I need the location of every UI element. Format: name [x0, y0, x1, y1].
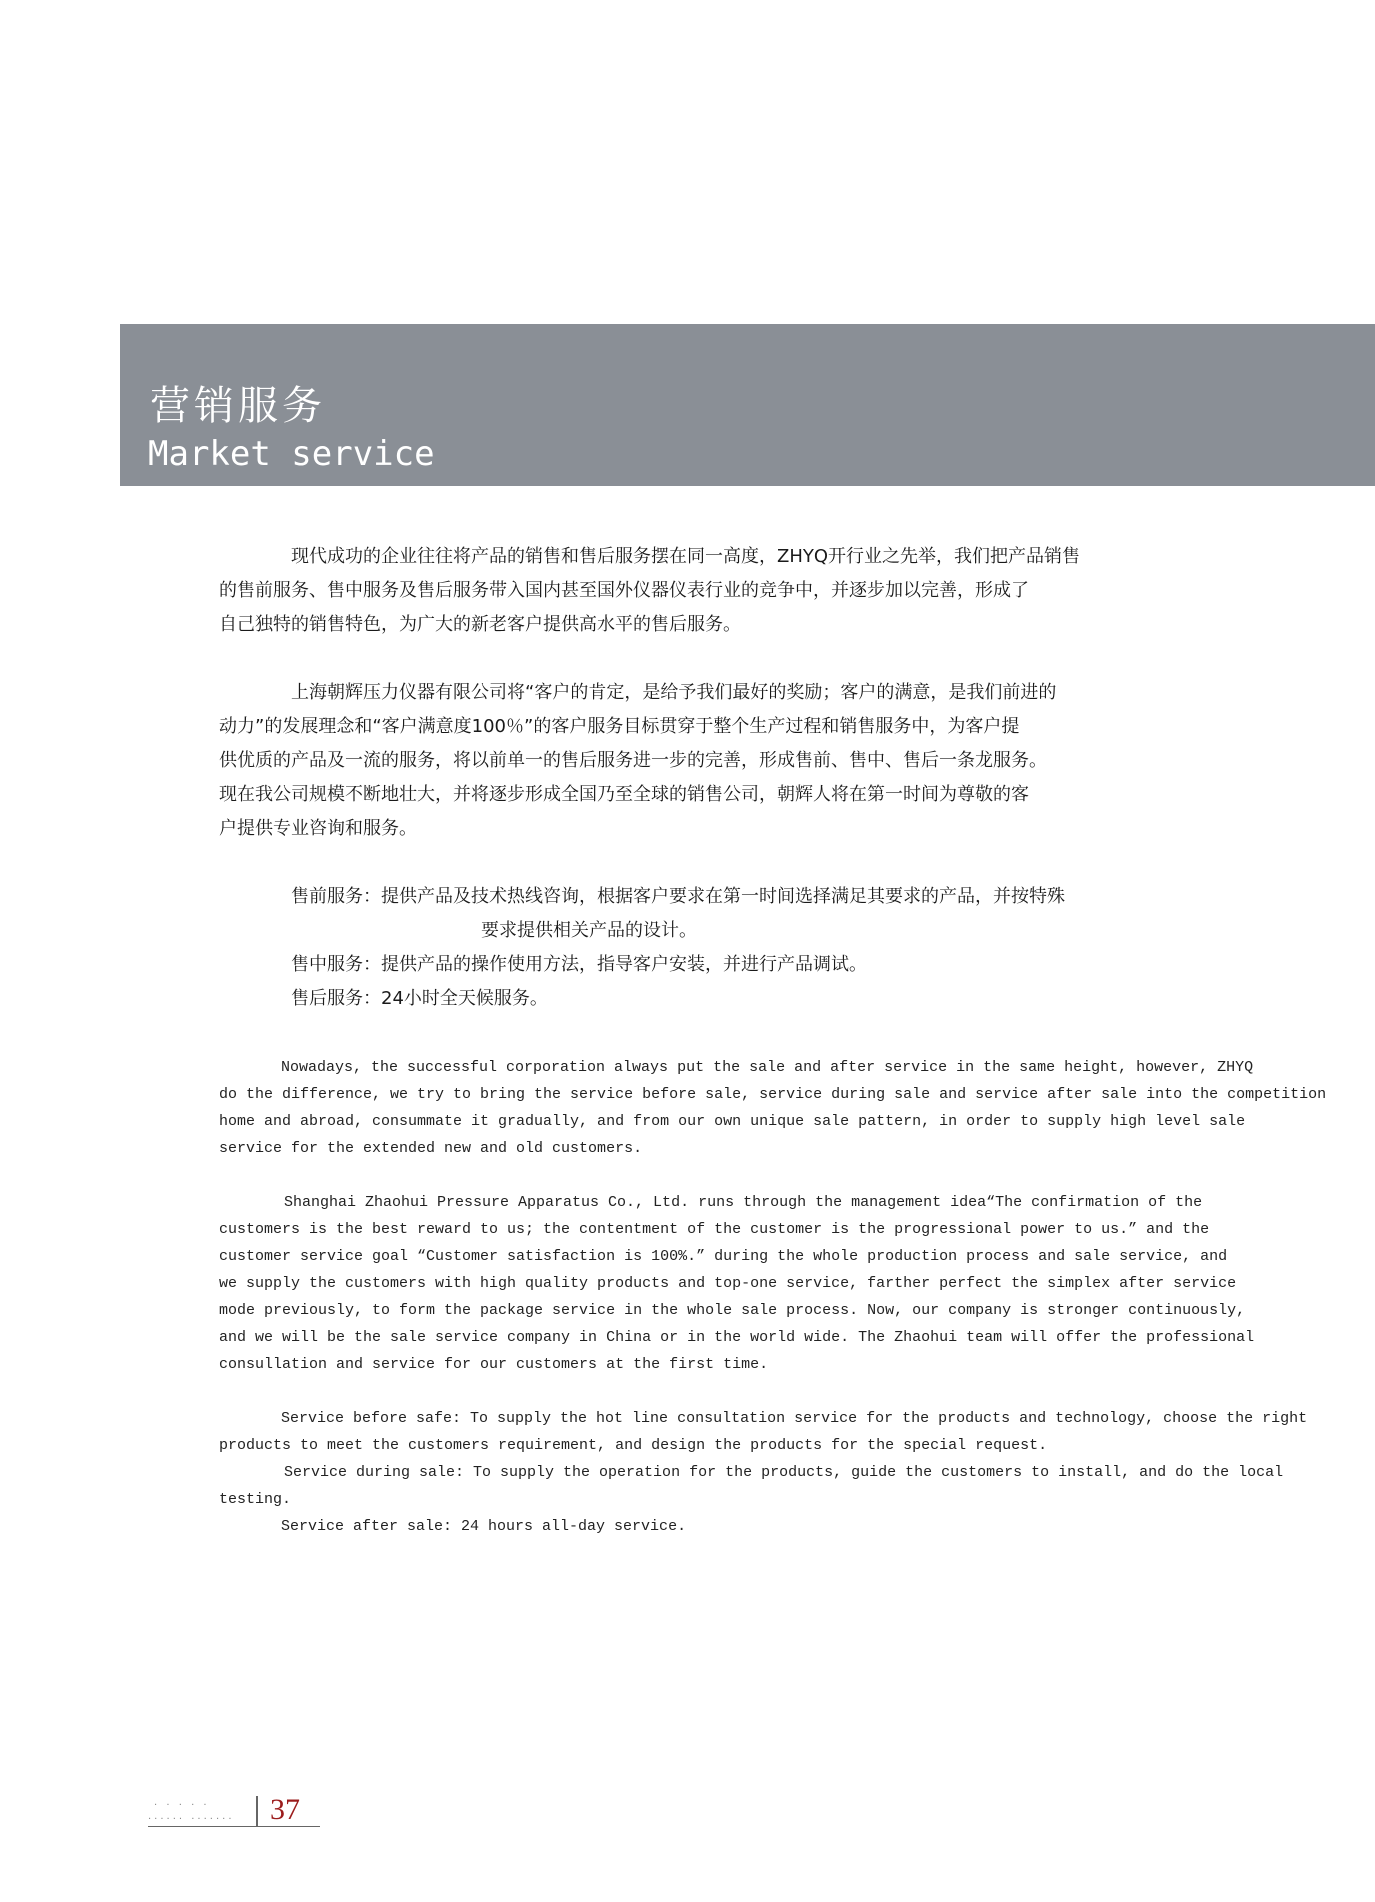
text-line: service for the extended new and old customers. — [219, 1140, 643, 1157]
zh-paragraph-2 — [219, 676, 1219, 846]
en-paragraph-2 — [219, 1189, 1309, 1378]
page-number: 37 — [270, 1793, 300, 1826]
section-title-zh: 营销服务 — [150, 383, 326, 429]
aftersale-service-en: Service after sale: 24 hours all-day service. — [281, 1518, 687, 1535]
text-line: home and abroad, consummate it gradually, and from our own unique sale pattern, in order to supply high level sale — [219, 1113, 1246, 1130]
en-services — [219, 1405, 1309, 1540]
text-line: Shanghai Zhaohui Pressure Apparatus Co., Ltd. runs through the management idea“The confirmation of the — [284, 1194, 1203, 1211]
text-line: 现在我公司规模不断地壮大，并将逐步形成全国乃至全球的销售公司，朝辉人将在第一时间为尊敬的客 — [219, 784, 1029, 805]
text-line: customer service goal “Customer satisfaction is 100%.” during the whole production process and sale service, and — [219, 1248, 1228, 1265]
zh-paragraph-1 — [219, 540, 1219, 642]
text-line: we supply the customers with high quality products and top-one service, farther perfect the simplex after service — [219, 1275, 1237, 1292]
zh-services — [219, 880, 1219, 1016]
presale-service-en: Service before safe: To supply the hot line consultation service for the products and technology, choose the right — [281, 1410, 1308, 1427]
text-line: 动力”的发展理念和“客户满意度100％”的客户服务目标贯穿于整个生产过程和销售服务中，为客户提 — [219, 716, 1020, 737]
text-line: and we will be the sale service company in China or in the world wide. The Zhaohui team will offer the professional — [219, 1329, 1255, 1346]
text-line: 户提供专业咨询和服务。 — [219, 818, 417, 839]
presale-service-zh-cont: 要求提供相关产品的设计。 — [481, 920, 697, 941]
text-line: mode previously, to form the package service in the whole sale process. Now, our company is stronger continuously, — [219, 1302, 1246, 1319]
footer-underline — [148, 1826, 320, 1827]
en-paragraph-1 — [219, 1054, 1327, 1162]
text-line: 上海朝辉压力仪器有限公司将“客户的肯定，是给予我们最好的奖励；客户的满意，是我们前进的 — [291, 682, 1057, 703]
text-line: 的售前服务、售中服务及售后服务带入国内甚至国外仪器仪表行业的竞争中，并逐步加以完善，形成了 — [219, 580, 1029, 601]
presale-service-en-cont: products to meet the customers requirement, and design the products for the special request. — [219, 1437, 1048, 1454]
insale-service-en-cont: testing. — [219, 1491, 292, 1508]
aftersale-service-zh: 售后服务：24小时全天候服务。 — [291, 988, 548, 1009]
section-title-en: Market service — [148, 434, 435, 474]
text-line: do the difference, we try to bring the service before sale, service during sale and service after sale into the competition — [219, 1086, 1327, 1103]
header-banner — [120, 324, 1375, 486]
footer-dots-decoration: · · · · · ······ ······· — [148, 1800, 235, 1825]
text-line: Nowadays, the successful corporation always put the sale and after service in the same height, however, ZHYQ — [281, 1059, 1254, 1076]
text-line: 供优质的产品及一流的服务，将以前单一的售后服务进一步的完善，形成售前、售中、售后一条龙服务。 — [219, 750, 1047, 771]
insale-service-en: Service during sale: To supply the operation for the products, guide the customers to install, and do the local — [284, 1464, 1284, 1481]
text-line: customers is the best reward to us; the contentment of the customer is the progressional power to us.” and the — [219, 1221, 1210, 1238]
text-line: 现代成功的企业往往将产品的销售和售后服务摆在同一高度，ZHYQ开行业之先举，我们把产品销售 — [291, 546, 1081, 567]
text-line: 自己独特的销售特色，为广大的新老客户提供高水平的售后服务。 — [219, 614, 741, 635]
presale-service-zh: 售前服务：提供产品及技术热线咨询，根据客户要求在第一时间选择满足其要求的产品，并按特殊 — [291, 886, 1065, 907]
footer-divider — [256, 1796, 258, 1826]
text-line: consullation and service for our customers at the first time. — [219, 1356, 769, 1373]
insale-service-zh: 售中服务：提供产品的操作使用方法，指导客户安装，并进行产品调试。 — [291, 954, 867, 975]
